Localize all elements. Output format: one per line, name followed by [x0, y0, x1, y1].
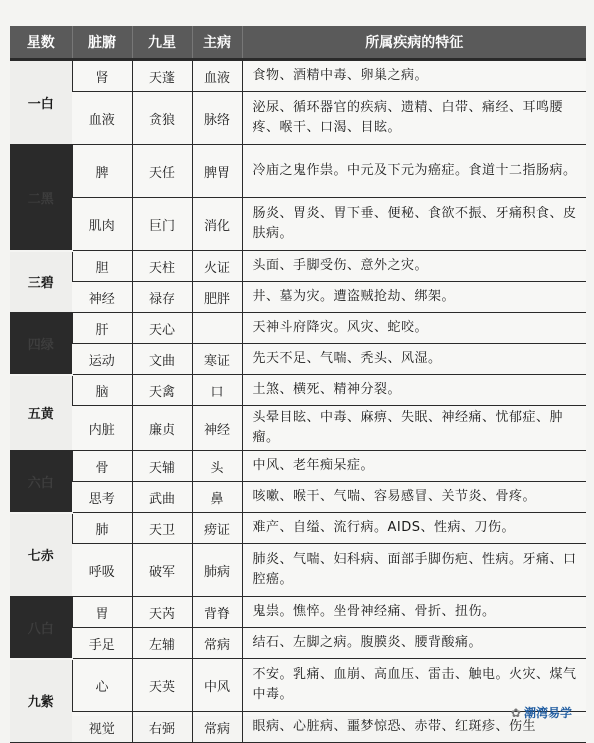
disease-cell: 消化	[192, 198, 242, 251]
disease-cell: 痨证	[192, 513, 242, 544]
disease-cell	[192, 313, 242, 344]
disease-cell: 肺病	[192, 544, 242, 597]
star-cell: 六白	[10, 451, 72, 513]
organ-cell: 胆	[72, 251, 132, 282]
disease-cell: 寒证	[192, 344, 242, 375]
table-row	[10, 544, 586, 597]
feature-cell: 泌尿、循环器官的疾病、遗精、白带、痛经、耳鸣腰疼、喉干、口渴、目眩。	[242, 92, 586, 145]
feature-cell: 难产、自缢、流行病。AIDS、性病、刀伤。	[242, 513, 586, 544]
nine-star-cell: 天禽	[132, 375, 192, 406]
disease-cell: 火证	[192, 251, 242, 282]
table-row	[10, 628, 586, 659]
star-cell: 八白	[10, 597, 72, 659]
nine-star-cell: 天心	[132, 313, 192, 344]
feature-cell: 中风、老年痴呆症。	[242, 451, 586, 482]
organ-cell: 骨	[72, 451, 132, 482]
table-row	[10, 406, 586, 451]
nine-star-cell: 天卫	[132, 513, 192, 544]
feature-cell: 结石、左脚之病。腹膜炎、腰背酸痛。	[242, 628, 586, 659]
table-row	[10, 451, 586, 482]
table-row	[10, 712, 586, 743]
table-row	[10, 597, 586, 628]
header-star-number: 星数	[10, 26, 72, 60]
disease-cell: 常病	[192, 628, 242, 659]
disease-cell: 脾胃	[192, 145, 242, 198]
table-row	[10, 375, 586, 406]
table-header-row	[10, 26, 586, 60]
star-cell: 四绿	[10, 313, 72, 375]
nine-star-cell: 天蓬	[132, 60, 192, 92]
nine-star-cell: 天柱	[132, 251, 192, 282]
organ-cell: 血液	[72, 92, 132, 145]
table-row	[10, 344, 586, 375]
feature-cell: 肺炎、气喘、妇科病、面部手脚伤疤、性病。牙痛、口腔癌。	[242, 544, 586, 597]
organ-cell: 呼吸	[72, 544, 132, 597]
watermark-text: 潮湾易学	[524, 706, 572, 720]
organ-cell: 肝	[72, 313, 132, 344]
nine-star-cell: 右弼	[132, 712, 192, 743]
feature-cell: 天神斗府降灾。风灾、蛇咬。	[242, 313, 586, 344]
feature-cell: 先天不足、气喘、秃头、风湿。	[242, 344, 586, 375]
watermark	[511, 704, 572, 721]
organ-cell: 视觉	[72, 712, 132, 743]
disease-cell: 中风	[192, 659, 242, 712]
table-row	[10, 251, 586, 282]
feature-cell: 井、墓为灾。遭盗贼抢劫、绑架。	[242, 282, 586, 313]
nine-star-cell: 武曲	[132, 482, 192, 513]
organ-cell: 心	[72, 659, 132, 712]
nine-star-cell: 贪狼	[132, 92, 192, 145]
feature-cell: 土煞、横死、精神分裂。	[242, 375, 586, 406]
table-row	[10, 313, 586, 344]
disease-cell: 头	[192, 451, 242, 482]
nine-star-cell: 巨门	[132, 198, 192, 251]
star-disease-table	[10, 26, 586, 743]
table-row	[10, 659, 586, 712]
nine-star-cell: 文曲	[132, 344, 192, 375]
nine-star-cell: 左辅	[132, 628, 192, 659]
star-cell: 五黄	[10, 375, 72, 451]
organ-cell: 内脏	[72, 406, 132, 451]
organ-cell: 肌肉	[72, 198, 132, 251]
nine-star-cell: 天辅	[132, 451, 192, 482]
disease-cell: 口	[192, 375, 242, 406]
disease-cell: 脉络	[192, 92, 242, 145]
star-cell: 七赤	[10, 513, 72, 597]
organ-cell: 脑	[72, 375, 132, 406]
nine-star-cell: 破军	[132, 544, 192, 597]
nine-star-cell: 廉贞	[132, 406, 192, 451]
disease-cell: 神经	[192, 406, 242, 451]
nine-star-cell: 天任	[132, 145, 192, 198]
disease-cell: 鼻	[192, 482, 242, 513]
organ-cell: 手足	[72, 628, 132, 659]
header-organ: 脏腑	[72, 26, 132, 60]
feature-cell: 咳嗽、喉干、气喘、容易感冒、关节炎、骨疼。	[242, 482, 586, 513]
table-row	[10, 482, 586, 513]
feature-cell: 头晕目眩、中毒、麻痹、失眠、神经痛、忧郁症、肿瘤。	[242, 406, 586, 451]
organ-cell: 肾	[72, 60, 132, 92]
nine-star-cell: 禄存	[132, 282, 192, 313]
nine-star-cell: 天芮	[132, 597, 192, 628]
header-main-disease: 主病	[192, 26, 242, 60]
disease-cell: 血液	[192, 60, 242, 92]
table-row	[10, 282, 586, 313]
star-cell: 三碧	[10, 251, 72, 313]
organ-cell: 肺	[72, 513, 132, 544]
star-cell: 一白	[10, 60, 72, 145]
header-disease-features: 所属疾病的特征	[242, 26, 586, 60]
nine-star-cell: 天英	[132, 659, 192, 712]
feature-cell: 不安。乳痛、血崩、高血压、雷击、触电。火灾、煤气中毒。	[242, 659, 586, 712]
disease-cell: 背脊	[192, 597, 242, 628]
star-cell: 二黑	[10, 145, 72, 251]
feature-cell: 眼病、心脏病、噩梦惊恐、赤带、红斑疹、伤生	[242, 712, 586, 743]
table-row	[10, 145, 586, 198]
table-row	[10, 60, 586, 92]
organ-cell: 脾	[72, 145, 132, 198]
table-row	[10, 92, 586, 145]
feature-cell: 鬼祟。憔悴。坐骨神经痛、骨折、扭伤。	[242, 597, 586, 628]
table-row	[10, 198, 586, 251]
feature-cell: 冷庙之鬼作祟。中元及下元为癌症。食道十二指肠病。	[242, 145, 586, 198]
organ-cell: 思考	[72, 482, 132, 513]
feature-cell: 食物、酒精中毒、卵巢之病。	[242, 60, 586, 92]
organ-cell: 胃	[72, 597, 132, 628]
organ-cell: 神经	[72, 282, 132, 313]
star-cell: 九紫	[10, 659, 72, 743]
header-nine-star: 九星	[132, 26, 192, 60]
feature-cell: 肠炎、胃炎、胃下垂、便秘、食欲不振、牙痛积食、皮肤病。	[242, 198, 586, 251]
feature-cell: 头面、手脚受伤、意外之灾。	[242, 251, 586, 282]
wechat-icon: ✿	[511, 706, 521, 720]
disease-cell: 常病	[192, 712, 242, 743]
organ-cell: 运动	[72, 344, 132, 375]
disease-cell: 肥胖	[192, 282, 242, 313]
star-disease-table-page	[10, 26, 586, 716]
table-row	[10, 513, 586, 544]
